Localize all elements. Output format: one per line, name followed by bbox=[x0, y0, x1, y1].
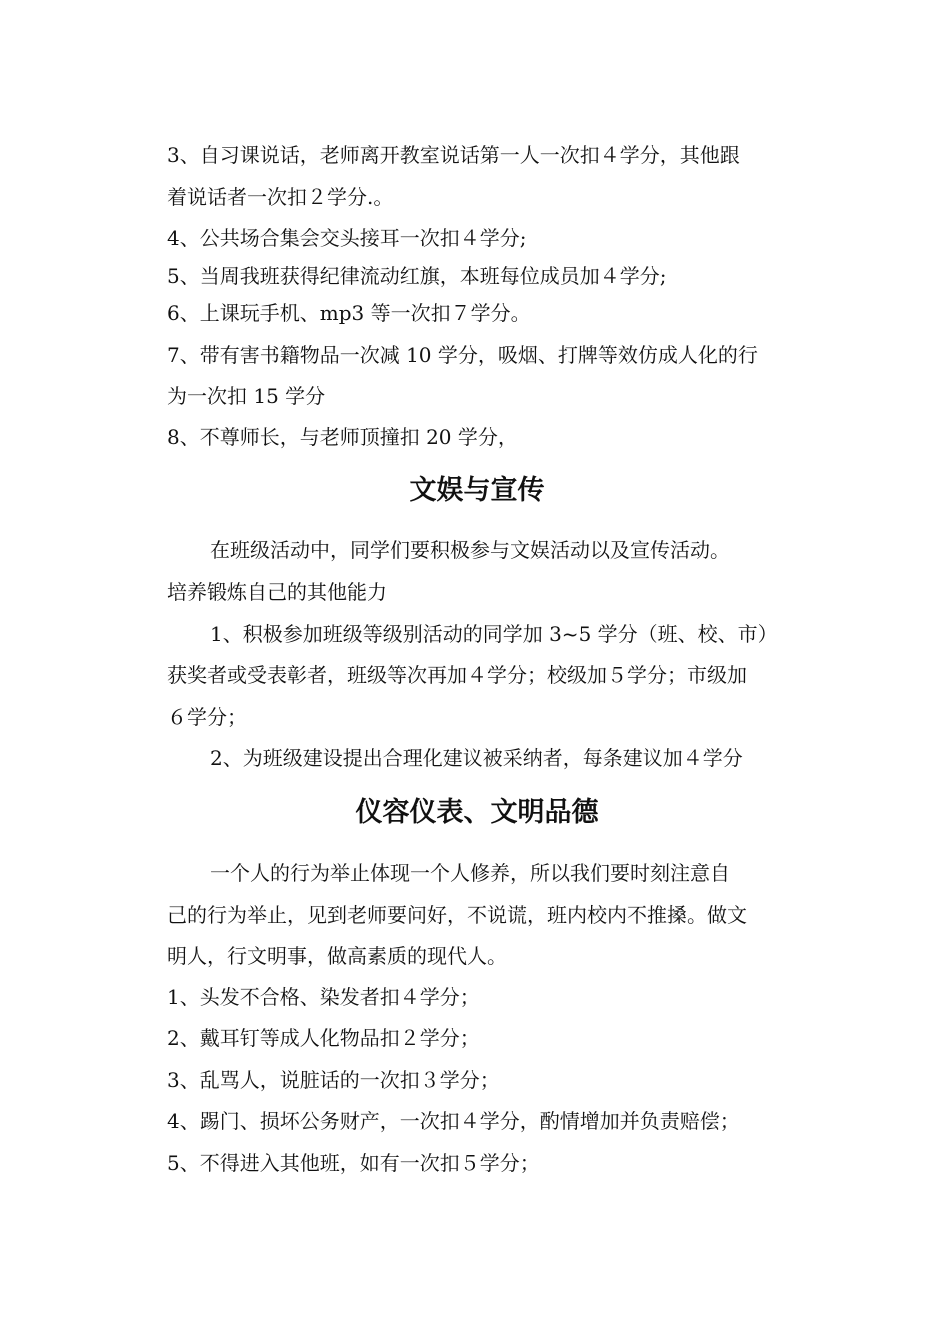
rule-item-line: 7、带有害书籍物品一次减 10 学分，吸烟、打牌等效仿成人化的行 bbox=[167, 343, 758, 367]
section-heading: 仪容仪表、文明品德 bbox=[355, 797, 599, 828]
section-intro-line: 己的行为举止，见到老师要问好，不说谎，班内校内不推搡。做文 bbox=[167, 903, 747, 927]
rule-item-line: 5、不得进入其他班，如有一次扣５学分； bbox=[167, 1151, 540, 1175]
rule-item-line: 8、不尊师长，与老师顶撞扣 20 学分， bbox=[167, 425, 518, 449]
rule-item-line: 为一次扣 15 学分 bbox=[167, 384, 326, 408]
rule-item-line: 3、乱骂人，说脏话的一次扣３学分； bbox=[167, 1068, 500, 1092]
rule-item-line: 2、戴耳钉等成人化物品扣２学分； bbox=[167, 1026, 480, 1050]
rule-item-line: 6、上课玩手机、mp3 等一次扣７学分。 bbox=[167, 301, 531, 325]
section-intro-line: 培养锻炼自己的其他能力 bbox=[167, 580, 387, 604]
section-heading: 文娱与宣传 bbox=[409, 475, 545, 506]
section-intro-line: 在班级活动中，同学们要积极参与文娱活动以及宣传活动。 bbox=[210, 538, 730, 562]
rule-item-line: ６学分； bbox=[167, 705, 247, 729]
section-intro-line: 一个人的行为举止体现一个人修养，所以我们要时刻注意自 bbox=[210, 861, 730, 885]
rule-item-line: 1、头发不合格、染发者扣４学分； bbox=[167, 985, 480, 1009]
rule-item-line: 4、公共场合集会交头接耳一次扣４学分; bbox=[167, 226, 527, 250]
rule-item-line: 1、积极参加班级等级别活动的同学加 3~5 学分（班、校、市） bbox=[210, 622, 778, 646]
section-intro-line: 明人，行文明事，做高素质的现代人。 bbox=[167, 944, 507, 968]
rule-item-line: 3、自习课说话，老师离开教室说话第一人一次扣４学分，其他跟 bbox=[167, 143, 740, 167]
rule-item-line: 2、为班级建设提出合理化建议被采纳者，每条建议加４学分 bbox=[210, 746, 743, 770]
rule-item-line: 着说话者一次扣２学分.。 bbox=[167, 185, 394, 209]
rule-item-line: 5、当周我班获得纪律流动红旗，本班每位成员加４学分; bbox=[167, 264, 667, 288]
rule-item-line: 获奖者或受表彰者，班级等次再加４学分；校级加５学分；市级加 bbox=[167, 663, 747, 687]
rule-item-line: 4、踢门、损坏公务财产，一次扣４学分，酌情增加并负责赔偿； bbox=[167, 1109, 740, 1133]
